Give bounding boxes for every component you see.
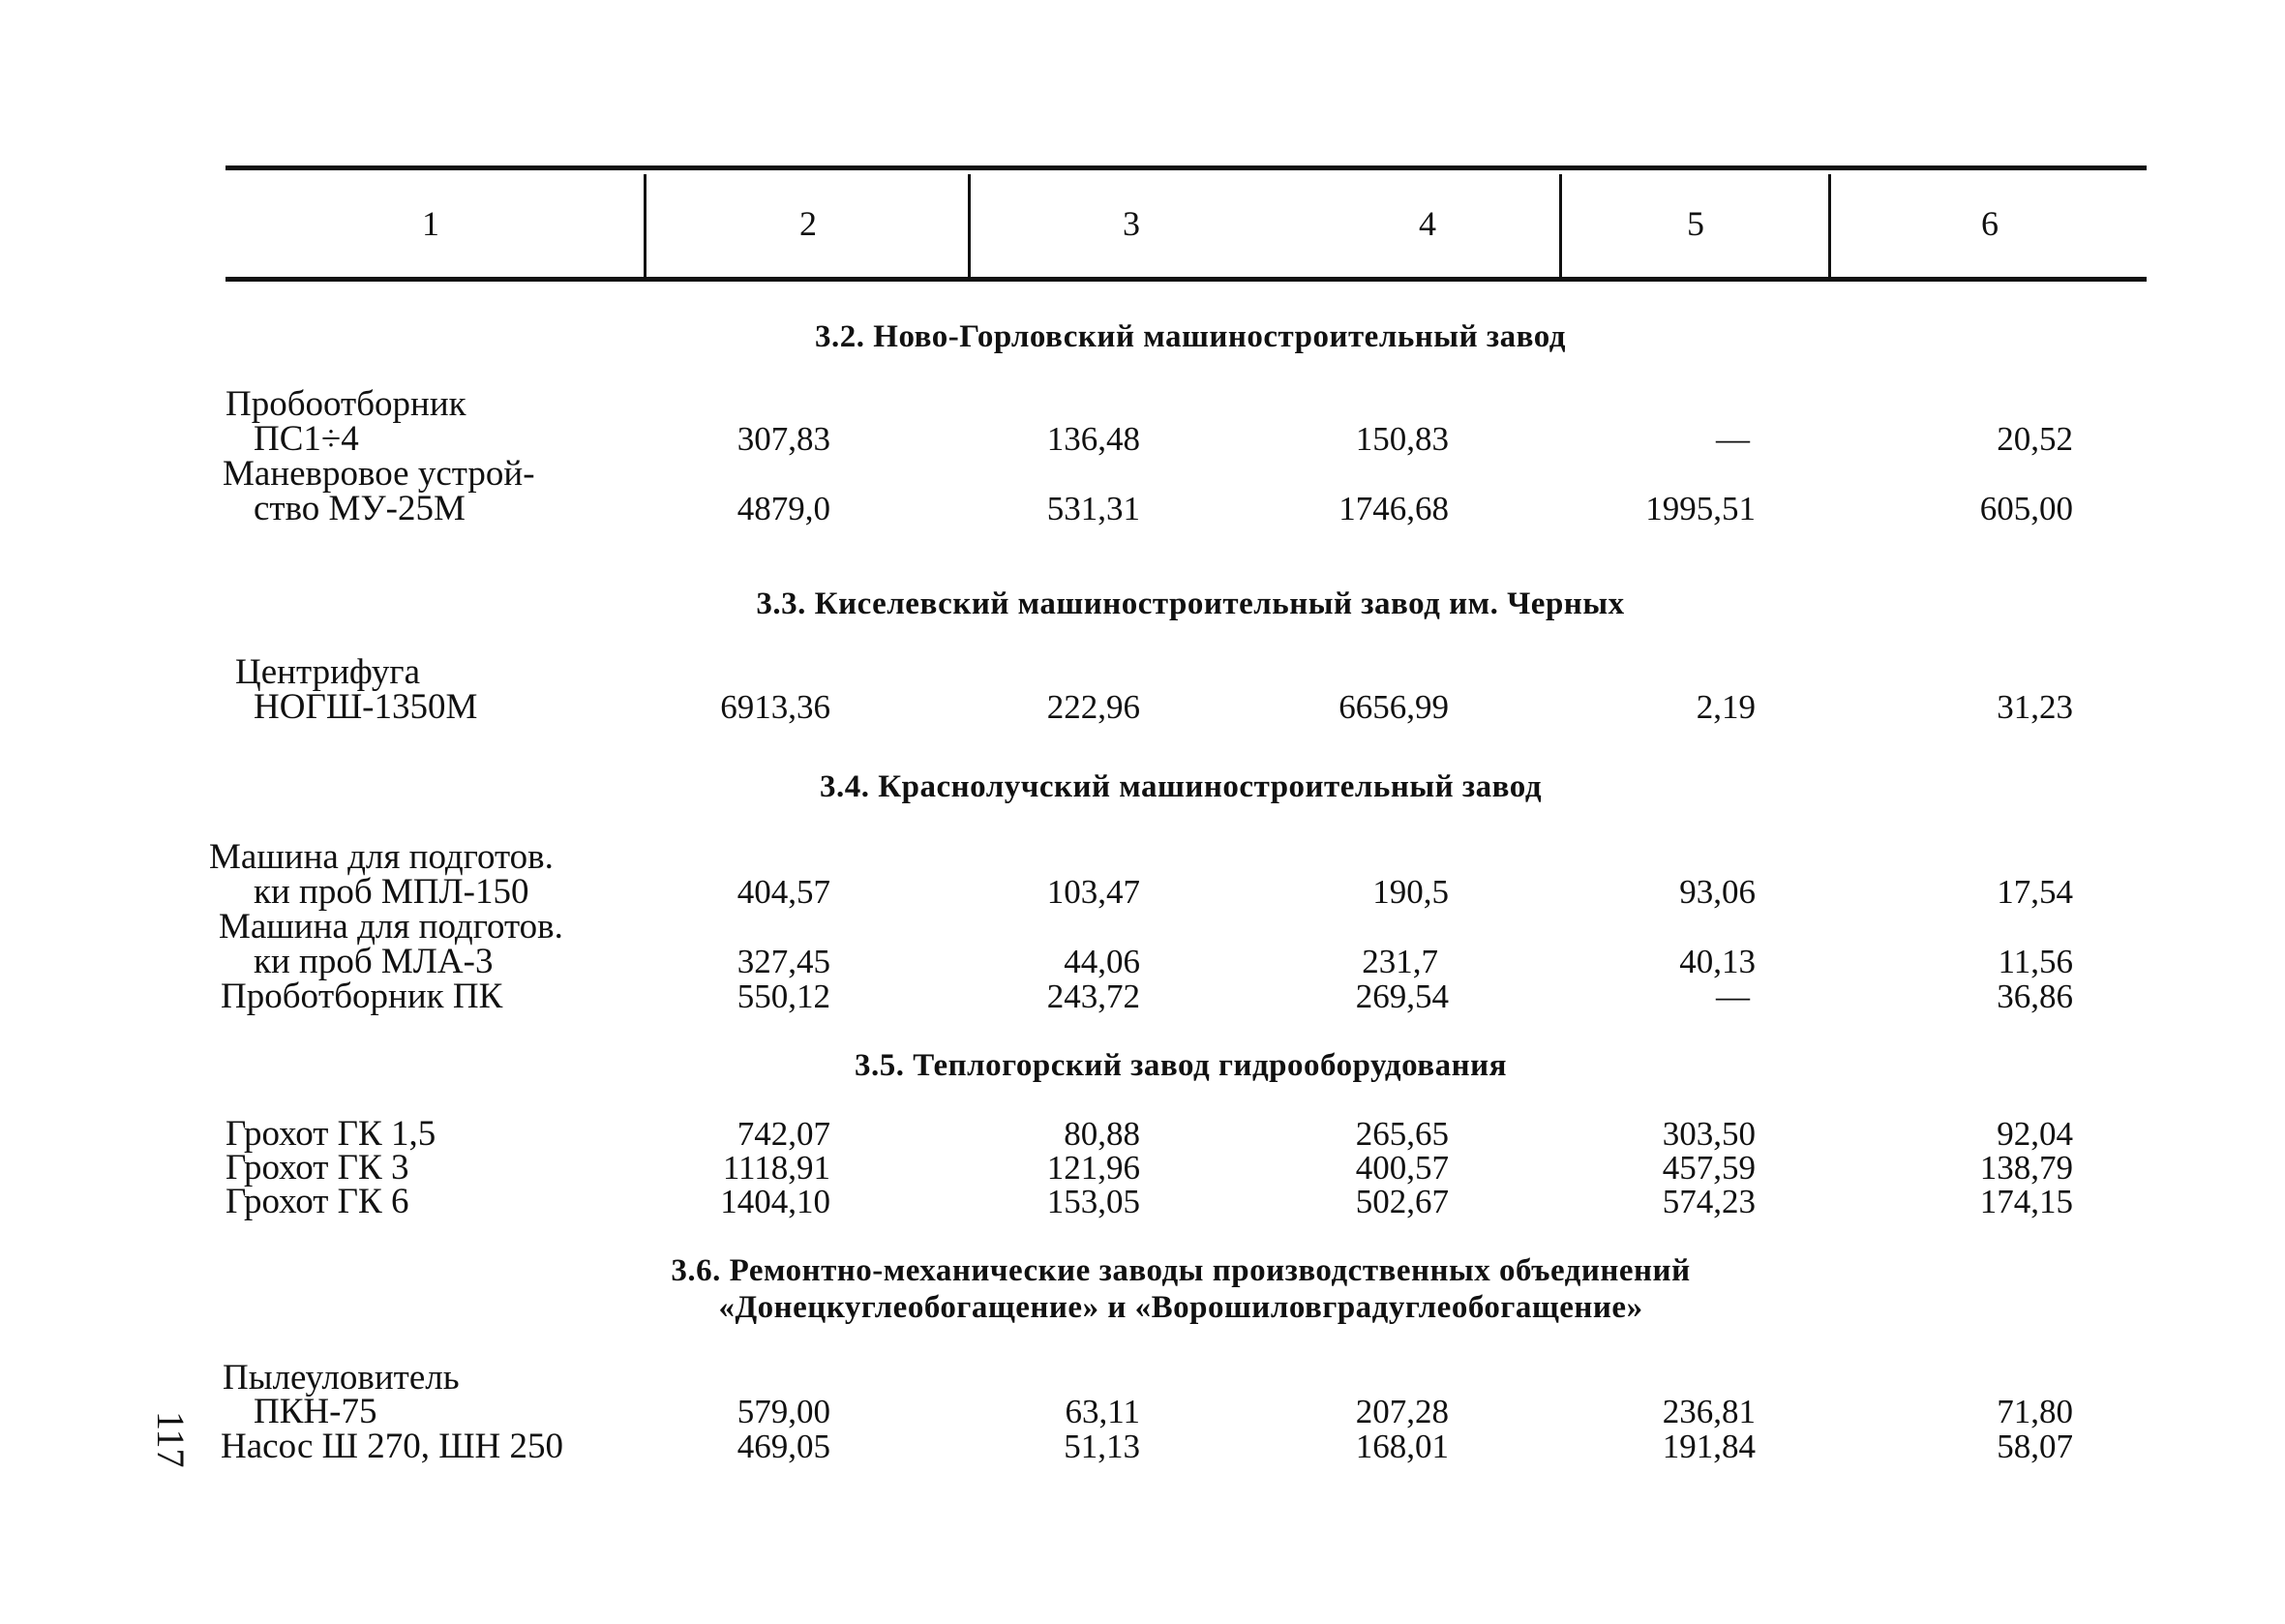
cell-col6: 71,80 <box>1997 1393 2073 1430</box>
section-title: 3.4. Краснолучский машиностроительный завод <box>819 769 1543 804</box>
cell-col3: 121,96 <box>1046 1149 1140 1187</box>
row-name-line: Грохот ГК 6 <box>225 1182 409 1221</box>
cell-col6: 36,86 <box>1997 977 2073 1015</box>
cell-col5: 2,19 <box>1696 688 1756 726</box>
cell-col5: — <box>1716 420 1750 458</box>
cell-col5: 40,13 <box>1679 943 1756 980</box>
cell-col5: 236,81 <box>1662 1393 1756 1430</box>
cell-col3: 44,06 <box>1064 943 1140 980</box>
header-divider <box>1828 174 1831 278</box>
cell-col4: 1746,68 <box>1338 490 1449 527</box>
cell-col4: 265,65 <box>1355 1115 1449 1153</box>
cell-col2: 579,00 <box>737 1393 830 1430</box>
row-name-line: Машина для подготов. <box>219 907 563 947</box>
cell-col6: 31,23 <box>1997 688 2073 726</box>
header-divider <box>644 174 646 278</box>
cell-col2: 1404,10 <box>720 1183 830 1220</box>
cell-col5: — <box>1716 977 1750 1015</box>
cell-col5: 574,23 <box>1662 1183 1756 1220</box>
cell-col3: 103,47 <box>1046 873 1140 911</box>
row-name-line: ство МУ-25М <box>254 489 466 528</box>
cell-col4: 231,7 <box>1362 943 1438 980</box>
row-name-line: Маневровое устрой- <box>223 454 535 494</box>
header-divider <box>968 174 971 278</box>
cell-col4: 502,67 <box>1355 1183 1449 1220</box>
row-name-line: ПС1÷4 <box>254 419 359 459</box>
cell-col3: 153,05 <box>1046 1183 1140 1220</box>
cell-col3: 531,31 <box>1046 490 1140 527</box>
row-name-line: НОГШ-1350М <box>254 687 478 727</box>
cell-col3: 80,88 <box>1064 1115 1140 1153</box>
cell-col4: 150,83 <box>1355 420 1449 458</box>
cell-col2: 469,05 <box>737 1428 830 1465</box>
cell-col5: 457,59 <box>1662 1149 1756 1187</box>
cell-col3: 243,72 <box>1046 977 1140 1015</box>
cell-col3: 51,13 <box>1064 1428 1140 1465</box>
cell-col2: 550,12 <box>737 977 830 1015</box>
cell-col3: 222,96 <box>1046 688 1140 726</box>
cell-col6: 138,79 <box>1979 1149 2073 1187</box>
row-name-line: Пробoтборник ПК <box>221 977 503 1016</box>
cell-col6: 174,15 <box>1979 1183 2073 1220</box>
row-name-line: Центрифуга <box>235 652 421 692</box>
cell-col6: 11,56 <box>1998 943 2073 980</box>
row-name-line: Машина для подготов. <box>209 837 554 877</box>
cell-col5: 303,50 <box>1662 1115 1756 1153</box>
cell-col6: 17,54 <box>1997 873 2073 911</box>
row-name-line: Пылеуловитель <box>223 1358 460 1398</box>
row-name-line: ки проб МЛА-3 <box>254 942 494 981</box>
cell-col4: 207,28 <box>1355 1393 1449 1430</box>
column-header-5: 5 <box>1687 204 1704 243</box>
section-title: 3.5. Теплогорский завод гидрооборудования <box>854 1048 1508 1083</box>
column-header-2: 2 <box>799 204 817 243</box>
cell-col2: 6913,36 <box>720 688 830 726</box>
section-title: 3.2. Ново-Горловский машиностроительный завод <box>815 319 1566 354</box>
row-name-line: Грохот ГК 1,5 <box>225 1114 436 1154</box>
cell-col4: 400,57 <box>1355 1149 1449 1187</box>
cell-col3: 63,11 <box>1065 1393 1140 1430</box>
cell-col6: 58,07 <box>1997 1428 2073 1465</box>
header-divider <box>1559 174 1562 278</box>
column-header-6: 6 <box>1981 204 1999 243</box>
cell-col2: 307,83 <box>737 420 830 458</box>
row-name-line: ки проб МПЛ-150 <box>254 872 529 912</box>
cell-col2: 1118,91 <box>722 1149 830 1187</box>
section-title: 3.3. Киселевский машиностроительный завод им. Черных <box>756 586 1625 621</box>
cell-col4: 190,5 <box>1372 873 1449 911</box>
row-name-line: Грохот ГК 3 <box>225 1148 409 1188</box>
cell-col6: 605,00 <box>1979 490 2073 527</box>
row-name-line: Насос Ш 270, ШН 250 <box>221 1427 564 1466</box>
cell-col2: 327,45 <box>737 943 830 980</box>
cell-col5: 1995,51 <box>1645 490 1756 527</box>
page-number: 117 <box>149 1411 193 1468</box>
row-name-line: ПКН-75 <box>254 1392 377 1431</box>
header-bottom-rule <box>225 277 2147 282</box>
column-header-4: 4 <box>1419 204 1436 243</box>
cell-col2: 742,07 <box>737 1115 830 1153</box>
section-title: «Донецкуглеобогащение» и «Ворошиловградуглеобогащение» <box>718 1290 1643 1325</box>
column-header-1: 1 <box>422 204 439 243</box>
column-header-3: 3 <box>1123 204 1140 243</box>
row-name-line: Пробоотборник <box>225 384 466 424</box>
cell-col5: 191,84 <box>1662 1428 1756 1465</box>
cell-col3: 136,48 <box>1046 420 1140 458</box>
cell-col4: 6656,99 <box>1338 688 1449 726</box>
cell-col6: 20,52 <box>1997 420 2073 458</box>
header-top-rule <box>225 165 2147 170</box>
cell-col4: 168,01 <box>1355 1428 1449 1465</box>
cell-col2: 404,57 <box>737 873 830 911</box>
cell-col4: 269,54 <box>1355 977 1449 1015</box>
cell-col2: 4879,0 <box>737 490 830 527</box>
cell-col5: 93,06 <box>1679 873 1756 911</box>
section-title: 3.6. Ремонтно-механические заводы производственных объединений <box>671 1253 1691 1288</box>
cell-col6: 92,04 <box>1997 1115 2073 1153</box>
